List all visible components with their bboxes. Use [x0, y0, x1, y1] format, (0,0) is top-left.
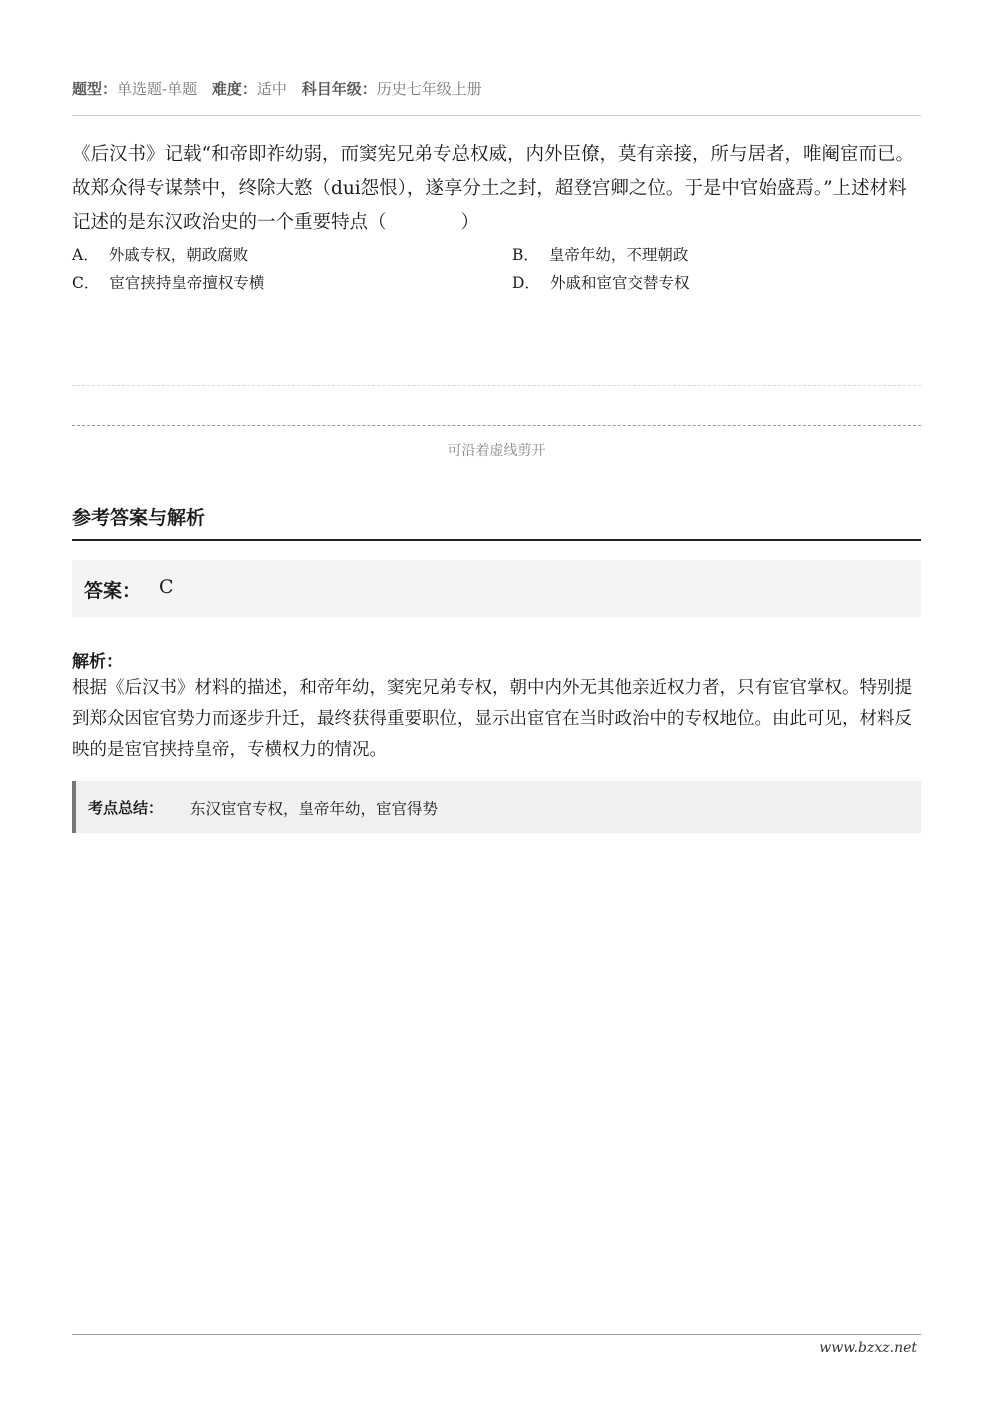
option-text: 宦官挟持皇帝擅权专横 [109, 274, 265, 292]
option-c[interactable] [72, 269, 264, 297]
answer-value: C [159, 576, 174, 598]
subject-label: 科目年级： [301, 80, 377, 98]
option-letter: C． [72, 274, 100, 292]
footer-site: www.bzxz.net [819, 1340, 917, 1356]
analysis-label: 解析： [72, 652, 123, 672]
keypoint-box [72, 781, 921, 833]
option-text: 皇帝年幼，不理朝政 [548, 246, 689, 264]
meta-divider [72, 115, 921, 116]
analysis-text: 根据《后汉书》材料的描述，和帝年幼，窦宪兄弟专权，朝中内外无其他亲近权力者，只有宦官掌权。特别提到郑众因宦官势力而逐步升迁，最终获得重要职位，显示出宦官在当时政治中的专权地位。由此可见，材料反映的是宦官挟持皇帝，专横权力的情况。 [72, 678, 912, 760]
type-label: 题型： [72, 80, 118, 98]
dashed-divider-light [72, 385, 921, 386]
option-letter: A． [72, 246, 99, 264]
cut-hint: 可沿着虚线剪开 [447, 443, 546, 459]
option-text: 外戚专权，朝政腐败 [108, 246, 249, 264]
section-divider [72, 539, 921, 541]
difficulty-value: 适中 [256, 80, 287, 98]
difficulty-label: 难度： [211, 80, 257, 98]
option-text: 外戚和宦官交替专权 [549, 274, 690, 292]
question-meta [72, 78, 492, 99]
option-d[interactable] [512, 269, 689, 297]
type-value: 单选题-单题 [117, 80, 198, 98]
keypoint-label: 考点总结： [88, 799, 164, 817]
subject-value: 历史七年级上册 [376, 80, 482, 98]
answer-box [72, 560, 921, 617]
option-letter: D． [512, 274, 540, 292]
answer-label: 答案： [84, 580, 142, 602]
keypoint-value: 东汉宦官专权，皇帝年幼，宦官得势 [190, 800, 439, 818]
option-a[interactable] [72, 241, 248, 269]
footer-divider [72, 1334, 921, 1335]
option-b[interactable] [512, 241, 688, 269]
question-stem: 《后汉书》记载“和帝即祚幼弱，而窦宪兄弟专总权威，内外臣僚，莫有亲接，所与居者，唯阉宦而已。故郑众得专谋禁中，终除大憝（dui怨恨），遂享分土之封，超登宫卿之位。于是中官始盛焉。”上述材料记述的是东汉政治史的一个重要特点（ ） [72, 144, 914, 233]
option-letter: B． [512, 246, 539, 264]
cut-line [72, 425, 921, 426]
answer-section-title: 参考答案与解析 [72, 507, 206, 529]
